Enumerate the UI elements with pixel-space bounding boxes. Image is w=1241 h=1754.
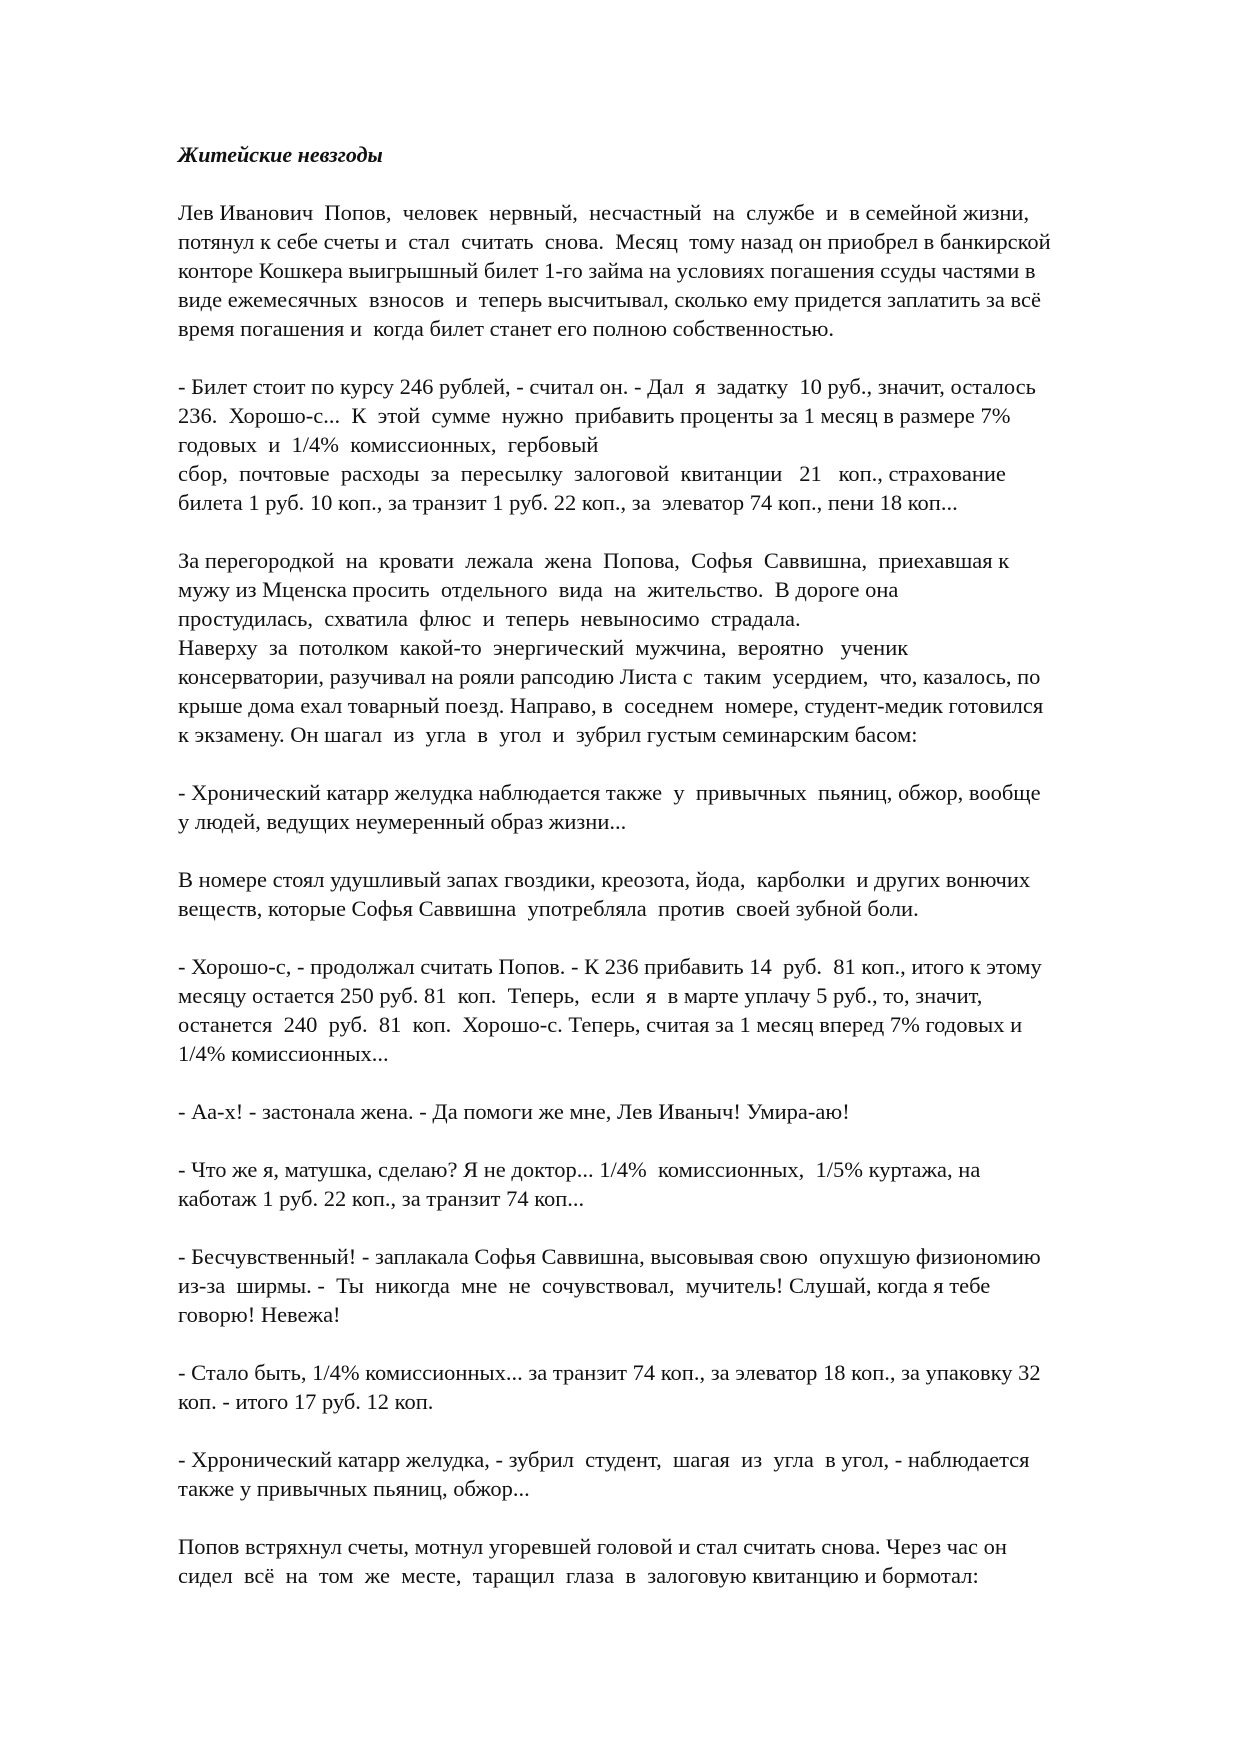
paragraph: [178, 198, 1178, 343]
text-line: - Что же я, матушка, сделаю? Я не доктор... 1/4% комиссионных, 1/5% куртажа, на: [178, 1157, 981, 1182]
text-line: сидел всё на том же месте, таращил глаза в залоговую квитанцию и бормотал:: [178, 1563, 979, 1588]
text-line: месяцу остается 250 руб. 81 коп. Теперь, если я в марте уплачу 5 руб., то, значит,: [178, 983, 983, 1008]
text-line: Наверху за потолком какой-то энергический мужчина, вероятно ученик: [178, 635, 909, 660]
paragraph: [178, 546, 1178, 749]
text-line: каботаж 1 руб. 22 коп., за транзит 74 коп...: [178, 1186, 585, 1211]
text-line: билета 1 руб. 10 коп., за транзит 1 руб. 22 коп., за элеватор 74 коп., пени 18 коп...: [178, 490, 958, 515]
text-line: - Хронический катарр желудка наблюдается также у привычных пьяниц, обжор, вообще: [178, 780, 1041, 805]
text-line: Лев Иванович Попов, человек нервный, несчастный на службе и в семейной жизни,: [178, 200, 1030, 225]
text-line: потянул к себе счеты и стал считать снова. Месяц тому назад он приобрел в банкирской: [178, 229, 1051, 254]
text-line: также у привычных пьяниц, обжор...: [178, 1476, 530, 1501]
paragraph: [178, 952, 1178, 1068]
paragraph: [178, 1358, 1178, 1416]
text-line: - Аа-х! - застонала жена. - Да помоги же мне, Лев Иваныч! Умира-аю!: [178, 1099, 850, 1124]
paragraph: [178, 372, 1178, 517]
paragraph: [178, 778, 1178, 836]
paragraph: [178, 1242, 1178, 1329]
text-line: из-за ширмы. - Ты никогда мне не сочувствовал, мучитель! Слушай, когда я тебе: [178, 1273, 991, 1298]
text-line: конторе Кошкера выигрышный билет 1-го займа на условиях погашения ссуды частями в: [178, 258, 1036, 283]
text-line: Попов встряхнул счеты, мотнул угоревшей головой и стал считать снова. Через час он: [178, 1534, 1007, 1559]
text-line: В номере стоял удушливый запах гвоздики, креозота, йода, карболки и других вонючих: [178, 867, 1031, 892]
text-line: веществ, которые Софья Саввишна употребляла против своей зубной боли.: [178, 896, 919, 921]
text-line: говорю! Невежа!: [178, 1302, 341, 1327]
text-line: - Хрронический катарр желудка, - зубрил студент, шагая из угла в угол, - наблюдается: [178, 1447, 1030, 1472]
document-body: [178, 140, 1178, 1619]
paragraph: [178, 865, 1178, 923]
paragraph-list: [178, 198, 1178, 1590]
text-line: консерватории, разучивал на рояли рапсодию Листа с таким усердием, что, казалось, по: [178, 664, 1041, 689]
paragraph: [178, 1445, 1178, 1503]
paragraph: [178, 1532, 1178, 1590]
text-line: 1/4% комиссионных...: [178, 1041, 389, 1066]
document-title: Житейские невзгоды: [178, 142, 383, 167]
text-line: За перегородкой на кровати лежала жена Попова, Софья Саввишна, приехавшая к: [178, 548, 1010, 573]
paragraph: [178, 1097, 1178, 1126]
text-line: сбор, почтовые расходы за пересылку залоговой квитанции 21 коп., страхование: [178, 461, 1006, 486]
text-line: простудилась, схватила флюс и теперь невыносимо страдала.: [178, 606, 801, 631]
text-line: - Бесчувственный! - заплакала Софья Саввишна, высовывая свою опухшую физиономию: [178, 1244, 1041, 1269]
text-line: коп. - итого 17 руб. 12 коп.: [178, 1389, 434, 1414]
text-line: крыше дома ехал товарный поезд. Направо, в соседнем номере, студент-медик готовился: [178, 693, 1044, 718]
text-line: время погашения и когда билет станет его полною собственностью.: [178, 316, 835, 341]
text-line: останется 240 руб. 81 коп. Хорошо-с. Теперь, считая за 1 месяц вперед 7% годовых и: [178, 1012, 1023, 1037]
text-line: - Стало быть, 1/4% комиссионных... за транзит 74 коп., за элеватор 18 коп., за упаковку 32: [178, 1360, 1041, 1385]
text-line: мужу из Мценска просить отдельного вида на жительство. В дороге она: [178, 577, 899, 602]
text-line: виде ежемесячных взносов и теперь высчитывал, сколько ему придется заплатить за всё: [178, 287, 1041, 312]
text-line: к экзамену. Он шагал из угла в угол и зубрил густым семинарским басом:: [178, 722, 918, 747]
text-line: - Хорошо-с, - продолжал считать Попов. - К 236 прибавить 14 руб. 81 коп., итого к этому: [178, 954, 1042, 979]
text-line: у людей, ведущих неумеренный образ жизни...: [178, 809, 627, 834]
paragraph: [178, 1155, 1178, 1213]
text-line: 236. Хорошо-с... К этой сумме нужно прибавить проценты за 1 месяц в размере 7%: [178, 403, 1011, 428]
text-line: - Билет стоит по курсу 246 рублей, - считал он. - Дал я задатку 10 руб., значит, осталось: [178, 374, 1036, 399]
text-line: годовых и 1/4% комиссионных, гербовый: [178, 432, 599, 457]
